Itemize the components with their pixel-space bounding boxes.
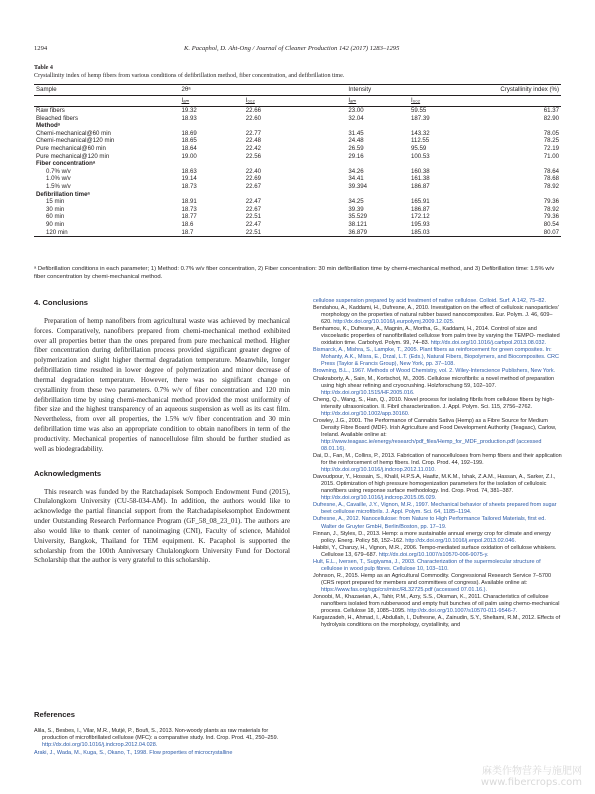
table-cell [180, 191, 244, 199]
references-heading: References [34, 710, 75, 719]
table-cell: 22.51 [244, 229, 347, 237]
reference-item: Kargarzadeh, H., Ahmad, I., Abdullah, I., Dufresne, A., Zainudin, S.Y., Sheltami, R.M., 2012. Effects of hydrolysis conditions on the morphology, crystallinity, and [313, 615, 561, 629]
sample-label: Raw fibers [36, 107, 65, 114]
group-label: Fiber concentrationᵃ [36, 160, 96, 168]
table-cell: 38.121 [348, 220, 368, 228]
table-cell: 24.48 [348, 137, 364, 145]
table-cell: 78.64 [543, 167, 559, 175]
table-cell: 80.07 [498, 229, 561, 237]
table-cell [409, 191, 498, 199]
reference-item: Dai, D., Fan, M., Collins, P., 2013. Fabrication of nanocelluloses from hemp fibers and their application for the reinforcement of hemp fibers. Ind. Crop. Prod. 44, 192–199. http://dx.doi.org/10.1016/j.indcrop.2012.11.010. [313, 453, 562, 474]
reference-item: Johnson, R., 2015. Hemp as an Agricultural Commodity. Congressional Research Service 7–5700 (CRS report prepared for members and committees of congress). Available online at: https://www.fas.org/sgp/crs/misc/RL32725.pdf (accessed 07.01.16.). [313, 572, 552, 593]
table-cell: 187.39 [411, 114, 430, 122]
table-row [34, 137, 561, 145]
table-cell: 18.91 [181, 198, 197, 206]
table-cell [346, 122, 409, 130]
table-cell: 195.93 [411, 220, 430, 228]
table-cell: 34.26 [348, 167, 364, 175]
reference-item [313, 347, 563, 368]
table-cell: 35.529 [348, 213, 368, 221]
reference-item [313, 502, 563, 516]
table-cell: 22.66 [245, 107, 261, 114]
reference-item: Habibi, Y., Chanzy, H., Vignon, M.R., 2006. Tempo-mediated surface oxidation of cellulose whiskers. Cellulose 13, 679–687. http://dx.doi.org/10.1007/s10570-006-9075-y. [313, 544, 557, 558]
reference-item: Benhamou, K., Dufresne, A., Magnin, A., Mortha, G., Kaddami, H., 2014. Control of size and viscoelastic properties of nanofibrillated cellulose from palm tree by varying the TEMPO- mediated oxidation time. Carbohyd. Polym. 99, 74–83. http://dx.doi.org/10.1016/j.carbpol.2013.08.032. [313, 326, 560, 347]
table-cell: 22.77 [245, 129, 261, 137]
table-cell: 31.45 [348, 129, 364, 137]
table-cell: 112.55 [411, 137, 430, 145]
table-row [34, 145, 561, 153]
table-cell: 22.48 [245, 137, 261, 145]
watermark-line-2: www.fibercrops.com [480, 777, 582, 788]
table-cell: 32.04 [348, 114, 364, 122]
table-cell [180, 122, 244, 130]
table-cell: 29.16 [348, 152, 364, 160]
sample-label: 120 min [34, 229, 180, 237]
table-cell: 36.879 [346, 229, 409, 237]
table-cell [498, 191, 561, 199]
table-group-row [34, 191, 561, 199]
table-body [34, 107, 561, 237]
table-cell: 165.91 [411, 198, 430, 206]
page-header [34, 45, 561, 57]
crystallinity-table [34, 84, 561, 237]
table-row [34, 175, 561, 183]
table-cell: 18.64 [181, 144, 197, 152]
group-label: Methodᵃ [36, 122, 60, 130]
table-cell: 78.92 [543, 182, 559, 190]
table-cell: 34.25 [348, 198, 364, 206]
table-cell: 18.6 [181, 220, 194, 228]
table-cell: 18.93 [181, 114, 197, 122]
table-cell: 186.87 [411, 205, 430, 213]
reference-item: Crowley, J.G., 2001. The Performance of Cannabis Sativa (Hemp) as a Fibre Source for Medium Density Fibre Board (MDF). Irish Agriculture and Food Development Authority (Teagasc), Carlow, Ireland. Available online at: http://www.teagasc.ie/energy/research/pdf_files/Hemp_for_MDF_production.pdf (accessed 08.01.16). [313, 417, 557, 452]
table-cell: 22.67 [245, 205, 261, 213]
reference-link[interactable]: Dufresne, A., 2012. Nanocellulose: from Nature to High Performance Tailored Materials, first ed. Walter de Gruyter GmbH, Berlin/Boston, pp. 17–19. [313, 516, 546, 530]
table-cell: 19.14 [181, 175, 197, 183]
table-row [34, 229, 561, 237]
references-list-left [34, 728, 290, 757]
table-row [34, 168, 561, 176]
table-cell: 78.05 [543, 129, 559, 137]
table-cell: 18.73 [181, 182, 197, 190]
table-footnote: ᵃ Defibrillation conditions in each parameter; 1) Method: 0.7% w/v fiber concentration, 2) Fiber concentration: 30 min defibrillation time by chemi-mechanical method, and 3) Defibrillation time: 1.5% w/v fiber concentration by chemi-mechanical method. [34, 266, 555, 280]
table-cell: 161.38 [411, 175, 430, 183]
sample-label: Pure mechanical@120 min [36, 152, 110, 160]
table-cell: 39.394 [348, 182, 368, 190]
running-title: K. Pacaphol, D. Aht-Ong / Journal of Cleaner Production 142 (2017) 1283–1295 [184, 45, 400, 52]
sample-label: 1.0% w/v [46, 175, 71, 183]
sample-label: 30 min [46, 205, 65, 213]
col-header-intensity: Intensity [346, 85, 409, 96]
table-cell: 39.39 [348, 205, 364, 213]
table-cell: 172.12 [411, 213, 430, 221]
table-row [34, 130, 561, 138]
reference-link[interactable]: Browning, B.L., 1967. Methods of Wood Chemistry, vol. 2. Wiley-Interscience Publishers, New York. [313, 368, 556, 375]
table-cell: 18.69 [181, 129, 197, 137]
reference-item [313, 368, 563, 375]
reference-link[interactable]: http://dx.doi.org/10.1016/j.indcrop.2015.05.029. [321, 495, 437, 502]
sample-label: 90 min [46, 220, 65, 228]
table-cell: 78.68 [543, 175, 559, 183]
table-cell [244, 122, 347, 130]
references-list-right [313, 298, 563, 629]
table-cell: 19.32 [181, 107, 197, 114]
table-cell: 22.47 [245, 198, 261, 206]
sample-label: 1.5% w/v [46, 182, 71, 190]
reference-link[interactable]: http://www.teagasc.ie/energy/research/pdf_files/Hemp_for_MDF_production.pdf (accessed 08.01.16). [321, 438, 542, 452]
reference-link[interactable]: http://dx.doi.org/10.1016/j.indcrop.2012.11.010. [321, 467, 436, 474]
table-cell [346, 160, 409, 168]
table-cell: 22.56 [245, 152, 261, 160]
table-cell: 186.87 [411, 182, 430, 190]
reference-link[interactable]: Araki, J., Wada, M., Kuga, S., Okano, T., 1998. Flow properties of microcrystalline [34, 749, 233, 756]
col-header-crystallinity: Crystallinity index (%) [498, 85, 561, 96]
table-cell: 78.25 [543, 137, 559, 145]
left-column [34, 298, 290, 719]
table-cell: 22.47 [245, 220, 261, 228]
subheader-i002-intensity: I₀₀₂ [409, 96, 498, 107]
table-cell: 59.55 [411, 107, 427, 114]
table-cell: 79.36 [543, 213, 559, 221]
table-row [34, 198, 561, 206]
table-cell: 22.67 [245, 182, 261, 190]
reference-item [313, 298, 563, 305]
table-cell: 22.42 [245, 144, 261, 152]
table-cell: 79.36 [543, 198, 559, 206]
conclusions-heading: 4. Conclusions [34, 298, 89, 307]
table-row [34, 153, 561, 161]
watermark-line-1: 麻类作物营养与施肥网 [482, 766, 582, 777]
table-cell [180, 160, 244, 168]
sample-label: 0.7% w/v [46, 167, 71, 175]
reference-link[interactable]: http://dx.doi.org/10.1007/s10570-006-9075-y. [378, 551, 489, 558]
acknowledgments-text: This research was funded by the Ratchadapisek Sompoch Endowment Fund (2015), Chulalongkorn University (CU-58-034-AM). In addition, the authors would like to acknowledge the partial financial support from the Ratchadapiseksomphot Endowment under Outstanding Research Performance Program (GF_58_08_23_01). The authors are also would like to thank center of nanoimaging (CNI), Faculty of science, Mahidol University, Bangkok, Thailand for TEM equipment. K. Pacaphol is supported the scholarship from the 100th Anniversary Chulalongkorn University Fund for Doctoral Scholarship that the author is very grateful to this scholarship. [34, 487, 290, 565]
table-group-row [34, 122, 561, 130]
table-cell: 34.41 [348, 175, 364, 183]
table-cell: 18.73 [181, 205, 197, 213]
table-cell: 95.59 [411, 144, 427, 152]
table-cell: 143.32 [411, 129, 430, 137]
table-row [34, 213, 561, 221]
reference-link[interactable]: http://dx.doi.org/10.1007/s10570-011-9546-7. [407, 608, 518, 615]
reference-item: Jonoobi, M., Khazaeian, A., Tahir, P.M., Azry, S.S., Oksman, K., 2011. Characteristics of cellulose nanofibers isolated from rubberwood and empty fruit bunches of oil palm using chemo-mechanical process. Cellulose 18, 1085–1095. http://dx.doi.org/10.1007/s10570-011-9546-7. [313, 593, 560, 615]
sample-label: 15 min [46, 198, 65, 206]
table-cell: 18.63 [181, 167, 197, 175]
table-caption [34, 64, 344, 80]
table-row [34, 115, 561, 123]
table-cell [498, 122, 561, 130]
watermark [412, 766, 582, 790]
reference-link[interactable]: Bismarck, A., Mishra, S., Lampke, T., 2005. Plant fibers as reinforcement for green composites. In: Mohanty, A.K., Misra, E., Drzal, L.T. (Eds.), Natural Fibers, Biopolymers, and Biocomposites. CRC Press (Taylor & Francis Group), New York, pp. 37–108. [313, 347, 560, 368]
reference-item: Alila, S., Besbes, I., Vilar, M.R., Mutjé, P., Boufi, S., 2013. Non-woody plants as raw materials for production of microfibrillated cellulose (MFC): a comparative study. Ind. Crop. Prod. 41, 250–259. http://dx.doi.org/10.1016/j.indcrop.2012.04.028. [34, 728, 279, 749]
reference-item: Finnan, J., Styles, D., 2013. Hemp: a more sustainable annual energy crop for climate and energy policy. Energ. Policy 58, 152–162. http://dx.doi.org/10.1016/j.enpol.2013.02.046. [313, 530, 551, 544]
reference-link[interactable]: Dufresne, A., Cavaille, J.Y., Vignon, M.R., 1997. Mechanical behavior of sheets prepared from sugar beet cellulose microfibrils. J. Appl. Polym. Sci. 64, 1185–1194. [313, 502, 557, 516]
table-cell: 18.65 [181, 137, 197, 145]
col-header-two-theta: 2θᵃ [180, 85, 244, 96]
table-cell: 22.40 [245, 167, 261, 175]
table-cell: 23.00 [348, 107, 364, 114]
table-cell: 100.53 [411, 152, 430, 160]
table-cell: 22.51 [245, 213, 261, 221]
page-number: 1294 [34, 45, 48, 52]
sample-label: Chemi-mechanical@120 min [36, 137, 115, 145]
reference-item: Chakraborty, A., Sain, M., Kortschot, M., 2005. Cellulose microfibrils: a novel method of preparation using high shear refining and cryocrushing. Holzforschung 59, 102–107. http://dx.doi.org/10.1515/HF.2005.016. [313, 375, 555, 396]
table-row [34, 206, 561, 214]
table-cell: 22.60 [245, 114, 261, 122]
reference-item: Davoudpour, Y., Hossain, S., Khalil, H.P.S.A, Haafiz, M.K.M., Ishak, Z.A.M., Hassan, A., Sarker, Z.I., 2015. Optimization of high pressure homogenization parameters for the isolation of cellulosic nanofibers using response surface methodology. Ind. Crop. Prod. 74, 381–387. http://dx.doi.org/10.1016/j.indcrop.2015.05.029. [313, 474, 556, 502]
table-cell: 22.69 [245, 175, 261, 183]
table-cell: 71.00 [543, 152, 559, 160]
table-cell: 160.38 [411, 167, 430, 175]
table-cell: 26.59 [348, 144, 364, 152]
sample-label: Bleached fibers [36, 114, 79, 122]
conclusions-text: Preparation of hemp nanofibers from agricultural waste was achieved by mechanical forces. Comparatively, nanofibers prepared from chemi-mechanical method exhibited over all properties better than the ones prepared from pure mechanical method. Higher fiber concentration during defibrillation process provided significant greater degree of polymerization and slight higher thermal degradation temperature. Meanwhile, longer defibrillation time resulted in lower degree of polymerization and minor decrease of thermal degradation temperature. However, there was no significant change on crystallinity from these two parameters. 0.7% w/v of fiber concentration and 120 min defibrillation time by using chemi-mechanical method provided the most uniformity of fiber size and the highest transparency of an aqueous suspension as well as its cast film. Nevertheless, from over all properties, the 1.5% w/v fiber concentration and 30 min defibrillation time was also an appropriate condition to obtain nanofibers in term of the productivity. Mechanical properties of nanocellulose film should be further studied as well as biodegradability. [34, 316, 290, 453]
reference-link[interactable]: cellulose suspension prepared by acid treatment of native cellulose. Colloid. Surf. A 142, 75–82. [313, 298, 546, 304]
reference-link[interactable]: http://dx.doi.org/10.1016/j.enpol.2013.02.046. [405, 537, 516, 544]
reference-link[interactable]: http://dx.doi.org/10.1002/app.30160. [321, 410, 410, 417]
table-cell: 18.77 [181, 213, 197, 221]
table-cell: 72.19 [543, 144, 559, 152]
table-cell: 80.54 [543, 220, 559, 228]
reference-link[interactable]: https://www.fas.org/sgp/crs/misc/RL32725.pdf (accessed 07.01.16.). [321, 586, 487, 593]
reference-item: Cheng, Q., Wang, S., Han, Q., 2010. Novel process for isolating fibrils from cellulose fibers by high-intensity ultrasonication. II. Fibril characterization. J. Appl. Polym. Sci. 115, 2756–2762. http://dx.doi.org/10.1002/app.30160. [313, 396, 555, 417]
table-row [34, 221, 561, 229]
subheader-iam-intensity: Iₐₘ [346, 96, 409, 107]
reference-item: Bendahou, A., Kaddami, H., Dufresne, A., 2010. Investigation on the effect of cellulosic nanoparticles' morphology on the properties of natural rubber based nanocomposites. Eur. Polym. J. 46, 609–620. http://dx.doi.org/10.1016/j.eurpolymj.2009.12.025. [313, 305, 559, 326]
table-cell [498, 160, 561, 168]
table-cell: 19.00 [181, 152, 197, 160]
table-number: Table 4 [34, 65, 53, 71]
sample-label: 60 min [46, 213, 65, 221]
reference-item [313, 516, 563, 530]
table-cell: 61.37 [543, 107, 559, 114]
table-caption-text: Crystallinity index of hemp fibers from various conditions of defibrillation method, fiber concentration, and defibrillation time. [34, 73, 345, 79]
table-cell [409, 160, 498, 168]
table-row [34, 183, 561, 191]
table-cell: 78.92 [543, 205, 559, 213]
reference-link[interactable]: Hult, E.L., Iversen, T., Sugiyama, J., 2003. Characterization of the supermolecular structure of cellulose in wood pulp fibres. Cellulose 10, 103–110. [313, 558, 541, 572]
table-cell: 82.90 [543, 114, 559, 122]
sample-label: Pure mechanical@60 min [36, 144, 106, 152]
reference-link[interactable]: http://dx.doi.org/10.1016/j.carbpol.2013.08.032. [430, 340, 547, 347]
table-cell [409, 122, 498, 130]
sample-label: Chemi-mechanical@60 min [36, 129, 111, 137]
table-group-row [34, 160, 561, 168]
reference-link[interactable]: http://dx.doi.org/10.1016/j.indcrop.2012.04.028. [42, 742, 158, 749]
col-header-sample: Sample [34, 85, 180, 96]
reference-link[interactable]: http://dx.doi.org/10.1515/HF.2005.016. [321, 389, 415, 396]
acknowledgments-heading: Acknowledgments [34, 468, 102, 478]
reference-link[interactable]: http://dx.doi.org/10.1016/j.eurpolymj.2009.12.025. [333, 319, 455, 326]
subheader-iam-angle: Iₐₘ [180, 96, 244, 107]
table-cell [346, 191, 409, 199]
table-cell: 18.7 [180, 229, 244, 237]
table-cell [244, 191, 347, 199]
table-row [34, 107, 561, 115]
group-label: Defibrillation timeᵃ [36, 190, 90, 198]
table-cell [244, 160, 347, 168]
table-cell: 185.03 [409, 229, 498, 237]
subheader-i002-angle: I₀₀₂ [244, 96, 347, 107]
reference-item [34, 750, 290, 757]
reference-item [313, 559, 563, 573]
